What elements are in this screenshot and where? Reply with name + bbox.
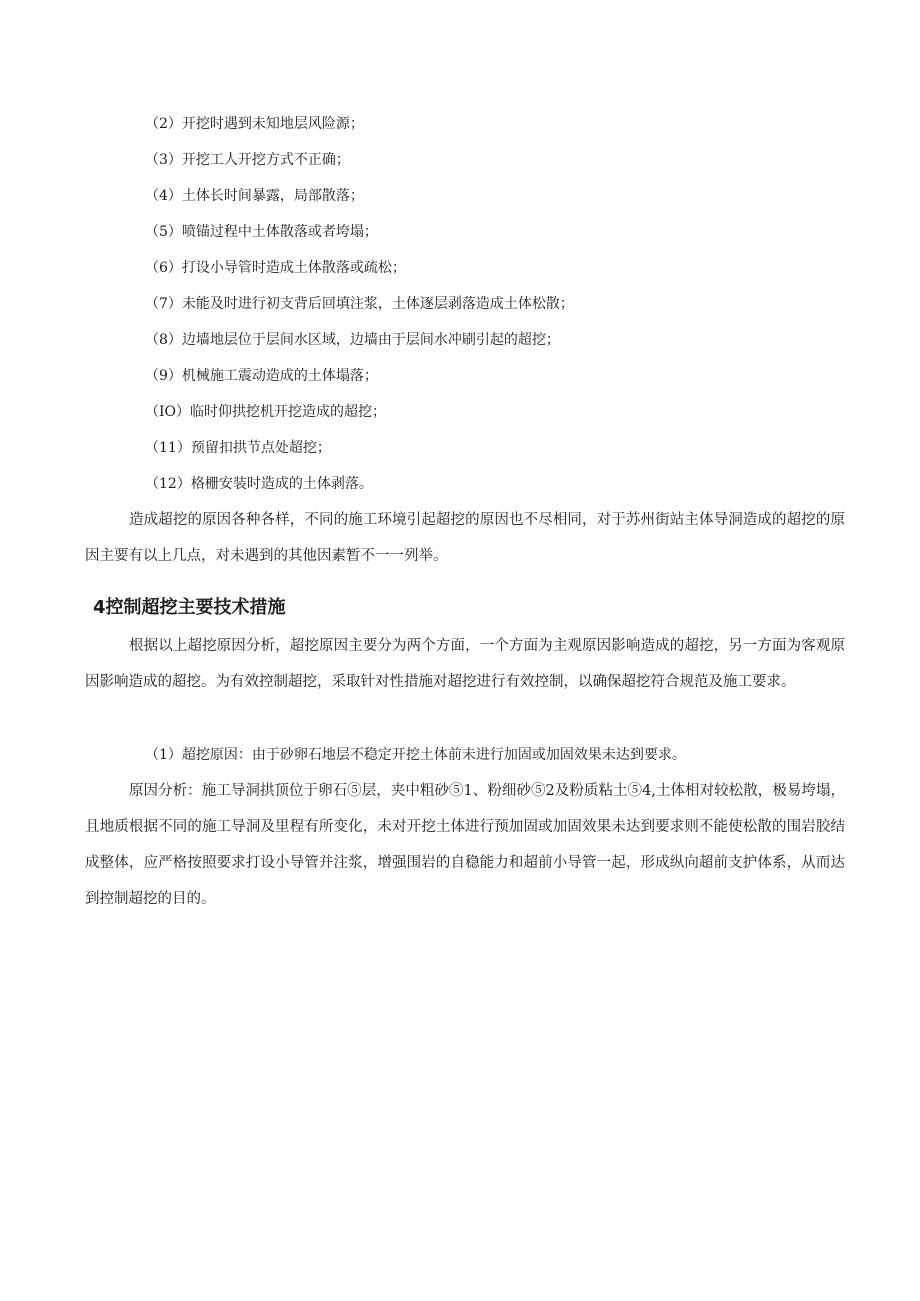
analysis-paragraph: 原因分析：施工导洞拱顶位于卵石⑤层，夹中粗砂⑤1、粉细砂⑤2及粉质粘土⑤4,土体相对较松散，极易垮塌，且地质根据不同的施工导洞及里程有所变化，未对开挖土体进行预加固或加固效果未达到要求则不能使松散的围岩胶结成整体，应严格按照要求打设小导管并注浆，增强围岩的自稳能力和超前小导管一起，形成纵向超前支护体系，从而达到控制超挖的目的。	[85, 783, 845, 907]
cause-item-1: （1）超挖原因：由于砂卵石地层不稳定开挖土体前未进行加固或加固效果未达到要求。	[145, 747, 686, 763]
list-item-6: （6）打设小导管时造成土体散落或疏松；	[145, 260, 406, 276]
list-item-9: （9）机械施工震动造成的土体塌落；	[145, 368, 378, 384]
list-item-10: （IO）临时仰拱挖机开挖造成的超挖；	[145, 404, 387, 420]
list-item-11: （11）预留扣拱节点处超挖；	[145, 440, 331, 456]
list-item-12: （12）格栅安装时造成的土体剥落。	[145, 476, 373, 492]
section-heading: 4控制超挖主要技术措施	[93, 597, 286, 618]
summary-paragraph: 造成超挖的原因各种各样，不同的施工环境引起超挖的原因也不尽相同，对于苏州街站主体导洞造成的超挖的原因主要有以上几点，对未遇到的其他因素暂不一一列举。	[85, 512, 845, 564]
list-item-7: （7）未能及时进行初支背后回填注浆，土体逐层剥落造成土体松散；	[145, 296, 574, 312]
list-item-8: （8）边墙地层位于层间水区域，边墙由于层间水冲刷引起的超挖；	[145, 332, 560, 348]
list-item-4: （4）土体长时间暴露，局部散落；	[145, 188, 364, 204]
list-item-5: （5）喷锚过程中土体散落或者垮塌；	[145, 224, 378, 240]
list-item-2: （2）开挖时遇到未知地层风险源；	[145, 116, 364, 132]
intro-paragraph: 根据以上超挖原因分析，超挖原因主要分为两个方面，一个方面为主观原因影响造成的超挖，另一方面为客观原因影响造成的超挖。为有效控制超挖，采取针对性措施对超挖进行有效控制，以确保超挖符合规范及施工要求。	[85, 638, 845, 690]
list-item-3: （3）开挖工人开挖方式不正确；	[145, 152, 350, 168]
